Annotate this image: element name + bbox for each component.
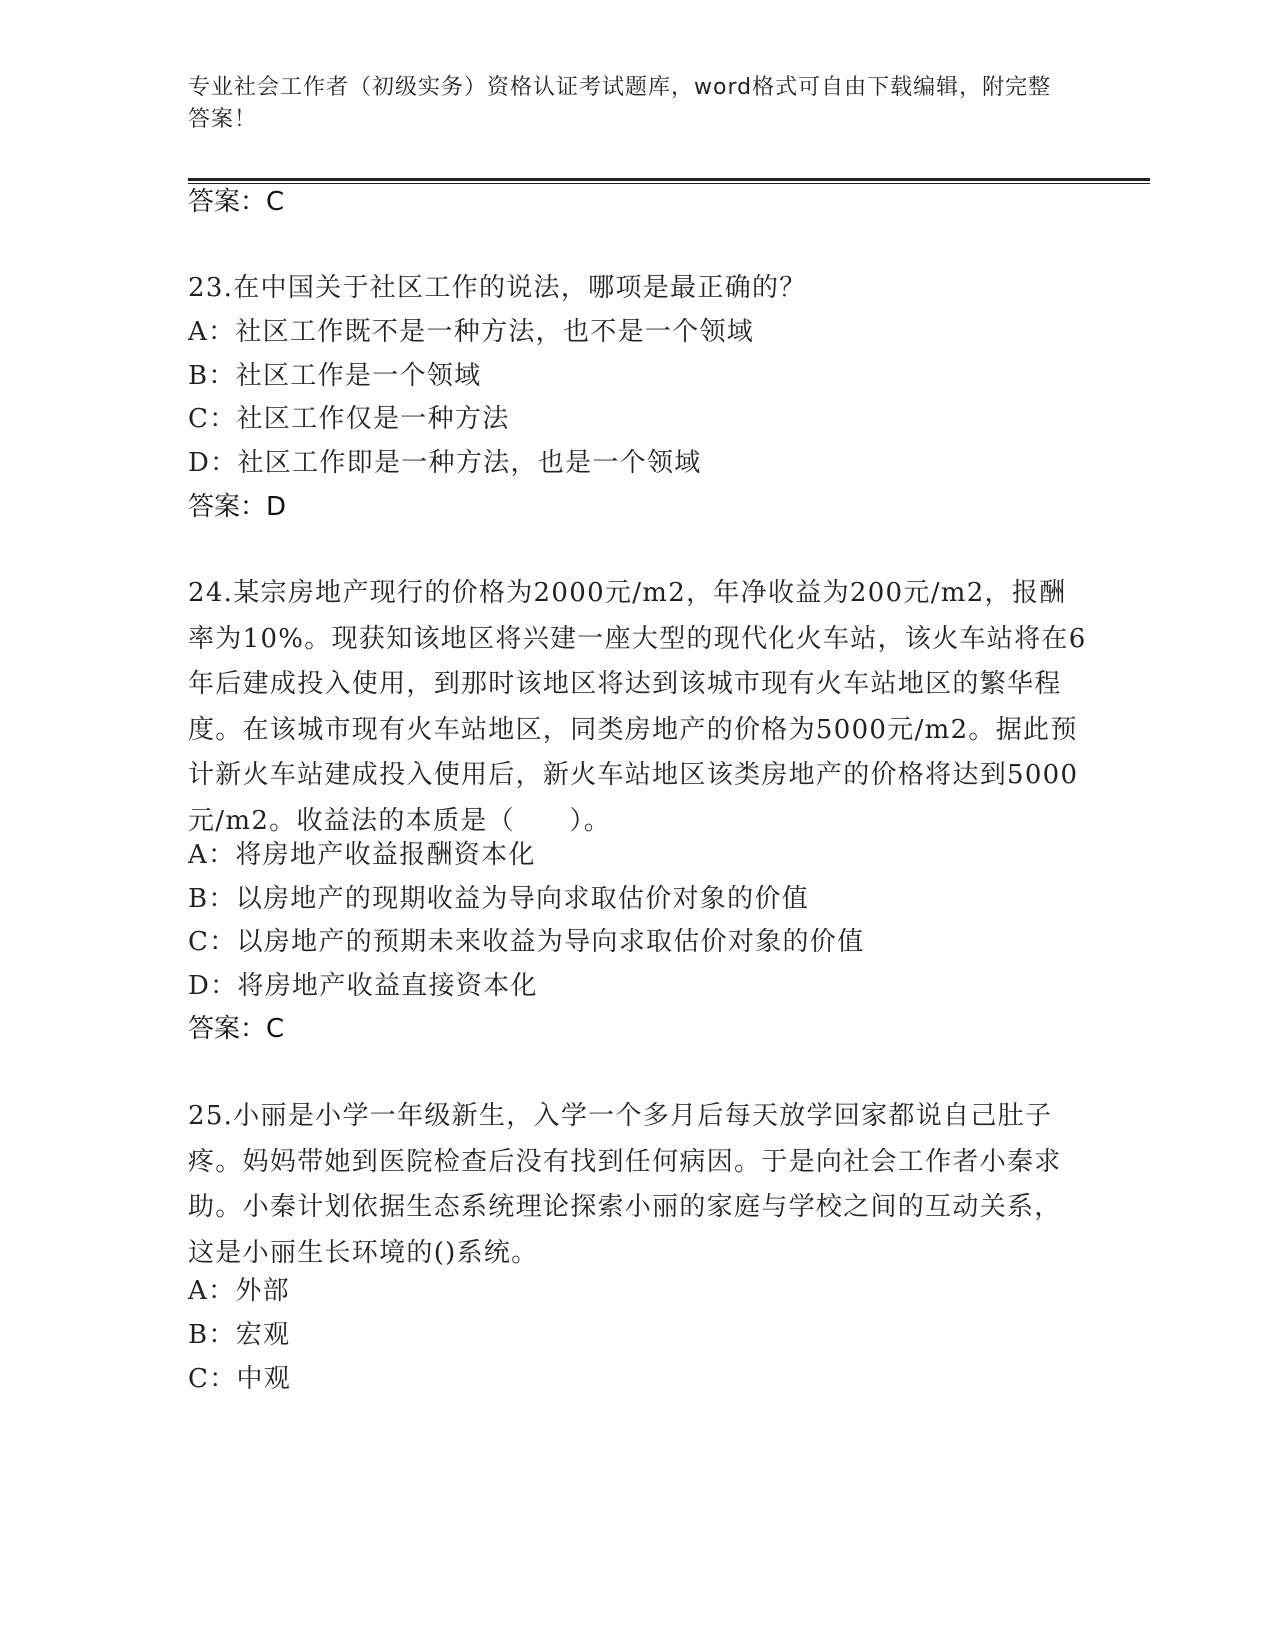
header-divider [188,178,1150,184]
question-25-option-b: B：宏观 [188,1320,291,1350]
question-25-option-a: A：外部 [188,1276,290,1306]
question-23-option-a: A：社区工作既不是一种方法，也不是一个领域 [188,317,755,347]
question-23-option-c: C：社区工作仅是一种方法 [188,404,510,434]
question-24-option-b: B：以房地产的现期收益为导向求取估价对象的价值 [188,884,810,914]
question-23-option-b: B：社区工作是一个领域 [188,361,482,391]
question-24-option-c: C：以房地产的预期未来收益为导向求取估价对象的价值 [188,927,865,957]
question-23-answer: 答案：D [188,492,287,522]
question-24-option-a: A：将房地产收益报酬资本化 [188,840,536,870]
question-23-option-d: D：社区工作即是一种方法，也是一个领域 [188,448,702,478]
question-25-text: 25.小丽是小学一年级新生，入学一个多月后每天放学回家都说自己肚子疼。妈妈带她到医院检查后没有找到任何病因。于是向社会工作者小秦求助。小秦计划依据生态系统理论探索小丽的家庭与学校之间的互动关系，这是小丽生长环境的()系统。 [188,1101,1062,1268]
question-24-text: 24.某宗房地产现行的价格为2000元/m2，年净收益为200元/m2，报酬率为10%。现获知该地区将兴建一座大型的现代化火车站，该火车站将在6年后建成投入使用，到那时该地区将达到该城市现有火车站地区的繁华程度。在该城市现有火车站地区，同类房地产的价格为5000元/m2。据此预计新火车站建成投入使用后，新火车站地区该类房地产的价格将达到5000元/m2。收益法的本质是（ ）。 [188,578,1087,836]
question-24-answer: 答案：C [188,1014,285,1044]
question-23-text: 23.在中国关于社区工作的说法，哪项是最正确的？ [188,273,807,303]
previous-answer: 答案：C [188,187,285,217]
question-24-option-d: D：将房地产收益直接资本化 [188,971,538,1001]
question-25-option-c: C：中观 [188,1364,292,1394]
page-header: 专业社会工作者（初级实务）资格认证考试题库，word格式可自由下载编辑，附完整答案！ [188,75,1052,132]
